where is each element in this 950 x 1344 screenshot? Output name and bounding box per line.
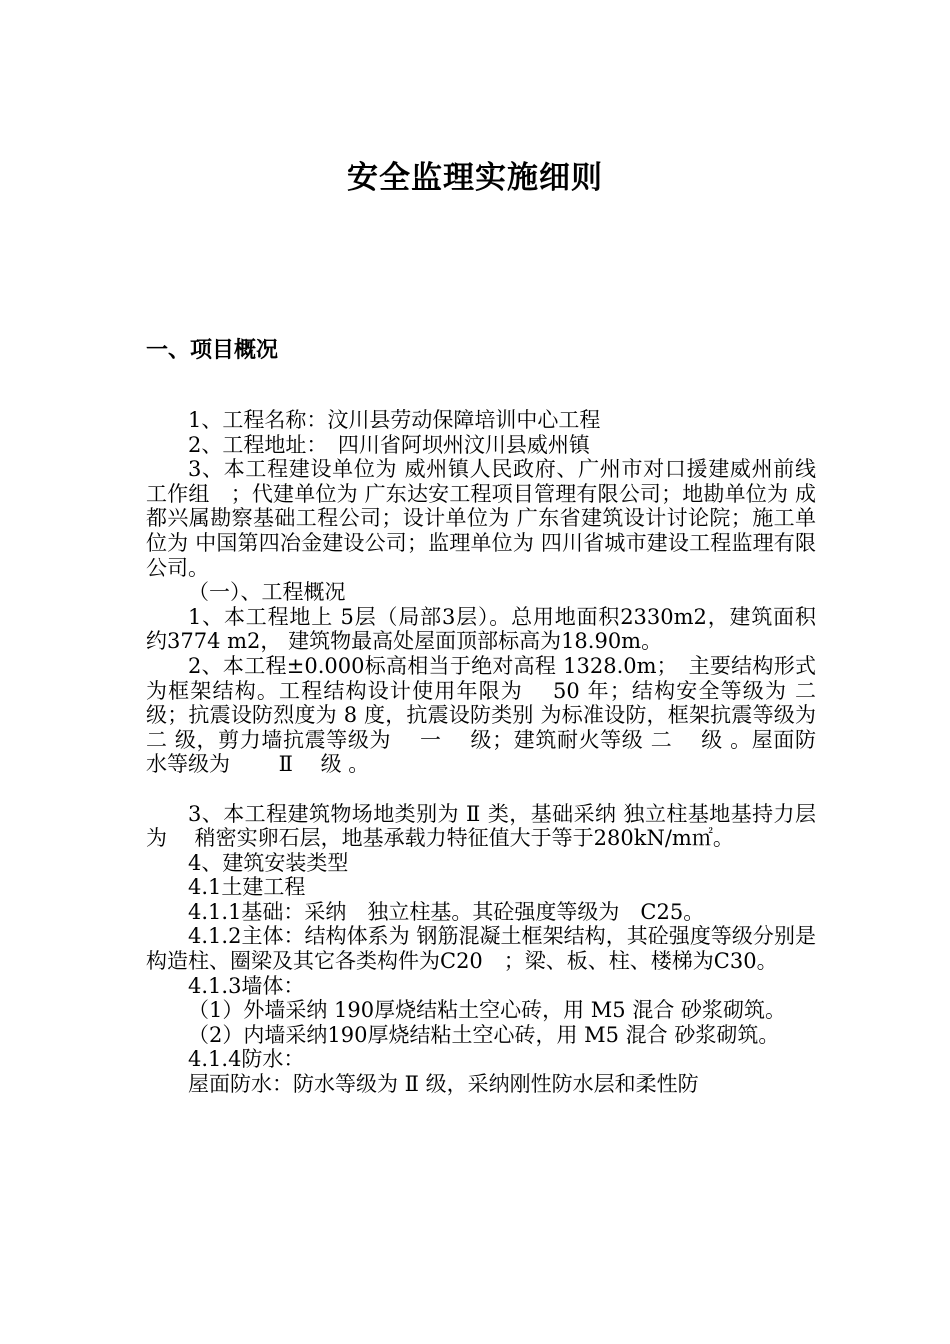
- paragraph: 4.1.4防水：: [188, 1047, 305, 1072]
- paragraph: 1、本工程地上 5层（局部3层）。总用地面积2330m2，建筑面积 约3774 m2， 建筑物最高处屋面顶部标高为18.90m。: [146, 604, 816, 654]
- paragraph: 2、工程地址： 四川省阿坝州汶川县威州镇: [188, 432, 590, 457]
- paragraph: 1、工程名称：汶川县劳动保障培训中心工程: [188, 408, 601, 432]
- paragraph-gap: [146, 777, 816, 802]
- paragraph: 3、本工程建设单位为 威州镇人民政府、广州市对口援建威州前线工作组 ；代建单位为 广东达安工程项目管理有限公司；地勘单位为 成都兴属勘察基础工程公司；设计单位为 广东省建筑设计讨论院；施工单位为 中国第四冶金建设公司；监理单位为 四川省城市建设工程监理有限公司。: [146, 457, 816, 580]
- paragraph: 屋面防水：防水等级为 Ⅱ 级，采纳刚性防水层和柔性防: [188, 1072, 699, 1097]
- paragraph: 3、本工程建筑物场地类别为 Ⅱ 类，基础采纳 独立柱基地基持力层为 稍密实卵石层，地基承载力特征值大于等于280kN/m㎡。: [146, 801, 816, 851]
- paragraph: （1）外墙采纳 190厚烧结粘土空心砖，用 M5 混合 砂浆砌筑。: [188, 998, 787, 1023]
- paragraph: 4、建筑安装类型: [188, 850, 349, 875]
- paragraph: 4.1.2主体：结构体系为 钢筋混凝土框架结构，其砼强度等级分别是 构造柱、圈梁及其它各类构件为C20 ；梁、板、柱、楼梯为C30。: [146, 924, 837, 974]
- paragraph: 4.1.1基础：采纳 独立柱基。其砼强度等级为 C25。: [188, 899, 705, 924]
- paragraph: 4.1.3墙体：: [188, 973, 305, 998]
- document-title: 安全监理实施细则: [347, 160, 603, 196]
- paragraph: （2）内墙采纳190厚烧结粘土空心砖，用 M5 混合 砂浆砌筑。: [188, 1022, 780, 1047]
- paragraph: 4.1土建工程: [188, 875, 306, 900]
- section-heading-project-overview: 一、项目概况: [146, 338, 279, 363]
- document-body: [146, 408, 844, 1097]
- paragraph: 2、本工程±0.000标高相当于绝对高程 1328.0m； 主要结构形式为框架结构。工程结构设计使用年限为 50 年；结构安全等级为 二 级；抗震设防烈度为 8 度，抗震设防类别 为标准设防，框架抗震等级为 二 级，剪力墙抗震等级为 一 级；建筑耐火等级 二 级 。屋面防水等级为 Ⅱ 级 。: [146, 653, 844, 777]
- paragraph: （一）、工程概况: [188, 580, 346, 605]
